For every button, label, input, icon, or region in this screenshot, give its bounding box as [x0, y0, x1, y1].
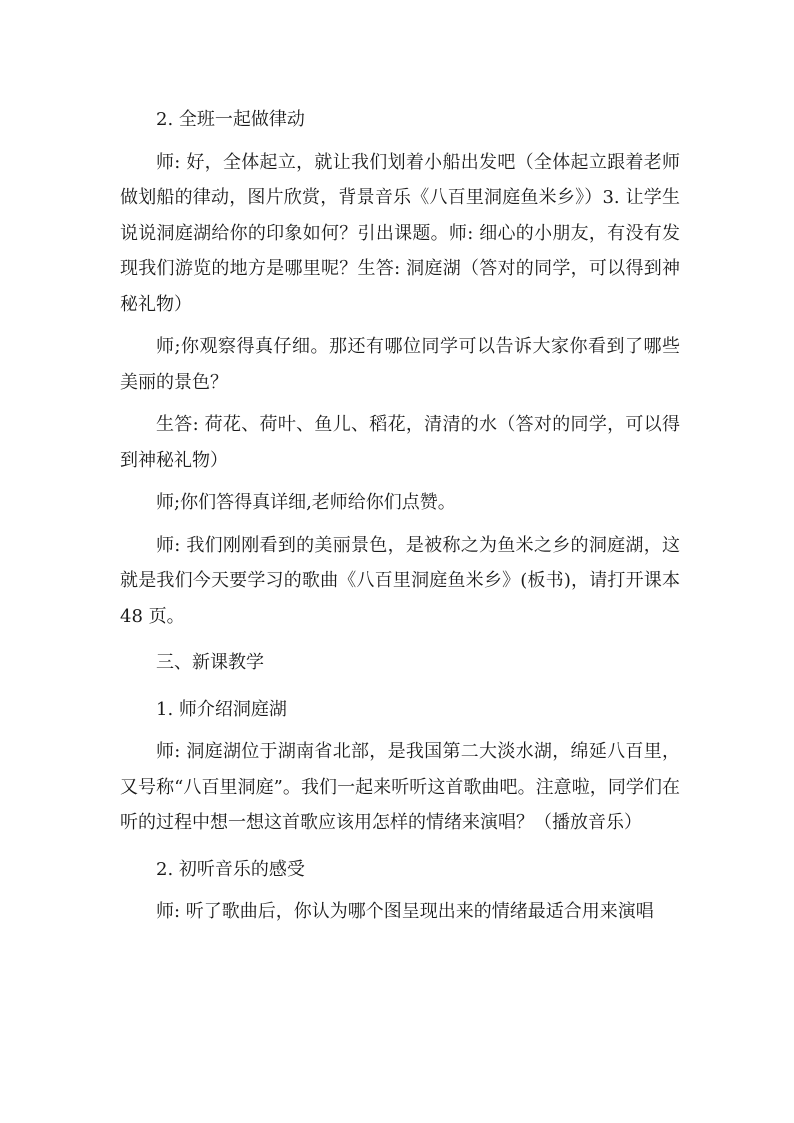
paragraph-emotion-question: 师: 听了歌曲后，你认为哪个图呈现出来的情绪最适合用来演唱: [156, 901, 654, 922]
paragraph-rowing-activity: 师: 好，全体起立，就让我们划着小船出发吧（全体起立跟着老师做划船的律动，图片欣赏，背景音乐《八百里洞庭鱼米乡》）3. 让学生说说洞庭湖给你的印象如何？引出课题。师: 细心的小朋友，有没有发现我们游览的地方是哪里呢？生答: 洞庭湖（答对的同学，可以得到神秘礼物）: [120, 151, 680, 315]
paragraph-teacher-praise: 师;你们答得真详细,老师给你们点赞。: [156, 492, 456, 513]
paragraph-lesson-intro: 师: 我们刚刚看到的美丽景色，是被称之为鱼米之乡的洞庭湖，这就是我们今天要学习的歌曲《八百里洞庭鱼米乡》(板书)，请打开课本 48 页。: [120, 534, 686, 627]
section-heading-introduce-lake: 1. 师介绍洞庭湖: [156, 698, 287, 720]
paragraph-student-answer: 生答: 荷花、荷叶、鱼儿、稻花，清清的水（答对的同学，可以得到神秘礼物）: [120, 414, 680, 471]
document-body: [120, 102, 686, 930]
section-heading-new-lesson: 三、新课教学: [156, 652, 264, 673]
section-heading-rhythm: 2. 全班一起做律动: [156, 109, 305, 130]
paragraph-lake-description: 师: 洞庭湖位于湖南省北部，是我国第二大淡水湖，绵延八百里，又号称“八百里洞庭”。我们一起来听听这首歌曲吧。注意啦，同学们在听的过程中想一想这首歌应该用怎样的情绪来演唱？（播放音乐）: [120, 741, 680, 833]
paragraph-observe-scenery: 师;你观察得真仔细。那还有哪位同学可以告诉大家你看到了哪些美丽的景色？: [120, 336, 680, 393]
section-heading-first-listen: 2. 初听音乐的感受: [156, 858, 305, 880]
